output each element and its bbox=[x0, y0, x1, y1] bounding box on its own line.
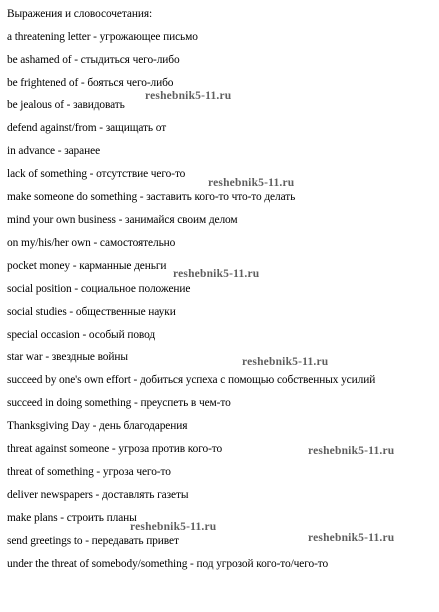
vocab-entry: under the threat of somebody/something - под угрозой кого-то/чего-то bbox=[7, 558, 329, 570]
vocab-entry: make someone do something - заставить кого-то что-то делать bbox=[7, 191, 296, 203]
watermark: reshebnik5-11.ru bbox=[242, 356, 329, 368]
vocab-entry: be ashamed of - стыдиться чего-либо bbox=[7, 54, 180, 66]
vocab-entry: deliver newspapers - доставлять газеты bbox=[7, 489, 189, 501]
vocab-entry: send greetings to - передавать привет bbox=[7, 535, 179, 547]
vocab-entry: make plans - строить планы bbox=[7, 512, 137, 524]
vocab-entry: lack of something - отсутствие чего-то bbox=[7, 168, 186, 180]
vocab-entry: threat of something - угроза чего-то bbox=[7, 466, 171, 478]
vocab-entry: succeed by one's own effort - добиться успеха с помощью собственных усилий bbox=[7, 374, 376, 386]
vocab-entry: Thanksgiving Day - день благодарения bbox=[7, 420, 188, 432]
watermark: reshebnik5-11.ru bbox=[308, 445, 395, 457]
vocab-entry: on my/his/her own - самостоятельно bbox=[7, 237, 176, 249]
vocab-entry: a threatening letter - угрожающее письмо bbox=[7, 31, 198, 43]
vocab-entry: social studies - общественные науки bbox=[7, 306, 176, 318]
vocab-entry: social position - социальное положение bbox=[7, 283, 191, 295]
vocab-entry: be frightened of - бояться чего-либо bbox=[7, 77, 174, 89]
section-heading: Выражения и словосочетания: bbox=[7, 8, 153, 20]
vocab-entry: in advance - заранее bbox=[7, 145, 101, 157]
vocab-entry: special occasion - особый повод bbox=[7, 329, 156, 341]
watermark: reshebnik5-11.ru bbox=[173, 268, 260, 280]
vocab-entry: mind your own business - занимайся своим делом bbox=[7, 214, 238, 226]
vocab-entry: succeed in doing something - преуспеть в чем-то bbox=[7, 397, 231, 409]
vocab-entry: defend against/from - защищать от bbox=[7, 122, 167, 134]
watermark: reshebnik5-11.ru bbox=[145, 90, 232, 102]
vocab-entry: star war - звездные войны bbox=[7, 351, 128, 363]
vocab-entry: pocket money - карманные деньги bbox=[7, 260, 167, 272]
vocab-entry: be jealous of - завидовать bbox=[7, 99, 125, 111]
vocab-entry: threat against someone - угроза против кого-то bbox=[7, 443, 223, 455]
watermark: reshebnik5-11.ru bbox=[308, 532, 395, 544]
watermark: reshebnik5-11.ru bbox=[130, 521, 217, 533]
watermark: reshebnik5-11.ru bbox=[208, 177, 295, 189]
